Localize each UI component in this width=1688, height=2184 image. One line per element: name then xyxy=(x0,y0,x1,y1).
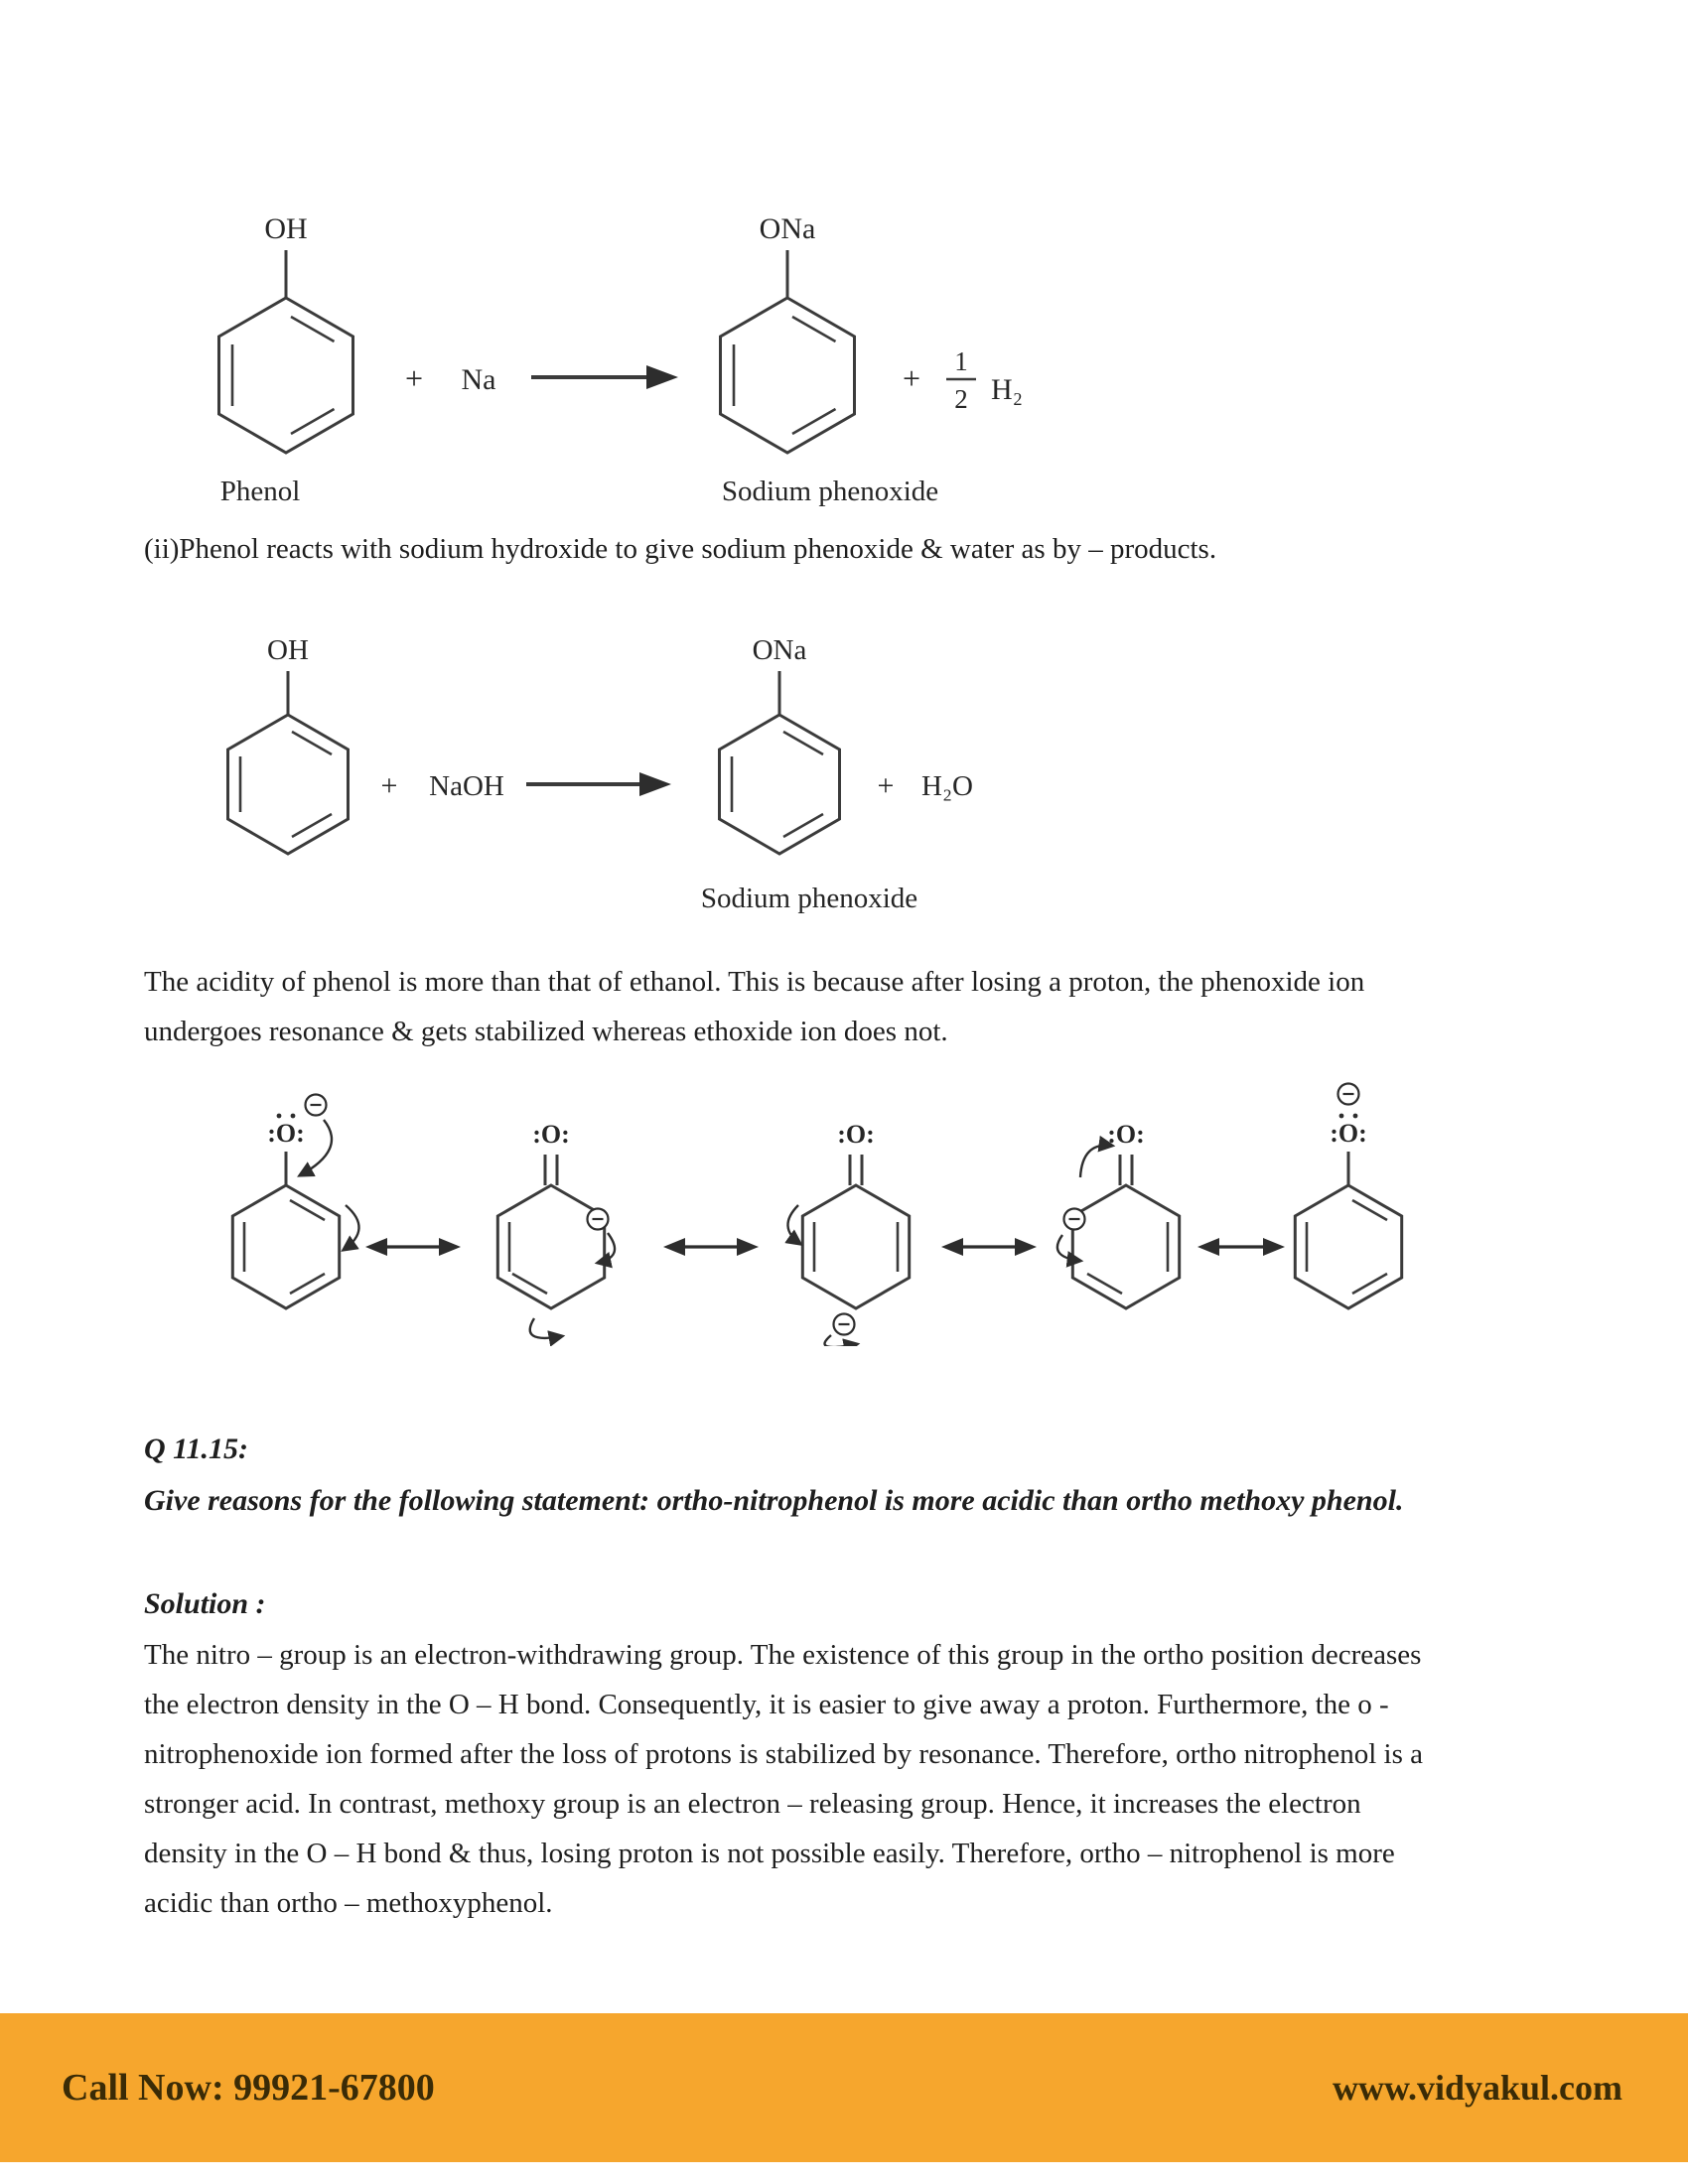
h2o-label: H₂O xyxy=(921,770,973,802)
half-coefficient xyxy=(946,346,976,414)
sodium-phenoxide-caption: Sodium phenoxide xyxy=(721,476,939,507)
resonance-structure-4 xyxy=(1057,1120,1180,1308)
curved-electron-arrow-icon xyxy=(598,1233,615,1263)
oxygen-label: :O: xyxy=(532,1120,570,1149)
negative-charge-icon xyxy=(306,1095,327,1116)
reaction-arrow xyxy=(531,365,678,389)
solution-label: Solution : xyxy=(144,1587,266,1620)
curved-electron-arrow-icon xyxy=(1080,1146,1112,1177)
oh-label: OH xyxy=(267,634,309,666)
sodium-phenoxide-structure xyxy=(721,212,855,453)
negative-charge-icon xyxy=(588,1209,609,1230)
curved-electron-arrow-icon xyxy=(344,1205,359,1250)
ona-label: ONa xyxy=(752,634,807,666)
negative-charge-icon xyxy=(1338,1084,1359,1105)
resonance-structure-3 xyxy=(787,1120,909,1346)
phenoxide-resonance-diagram xyxy=(139,1048,1648,1346)
plus-sign: + xyxy=(902,360,921,396)
plus-sign: + xyxy=(404,360,424,396)
ona-label: ONa xyxy=(759,212,816,245)
reaction-arrow xyxy=(526,772,671,796)
sodium-phenoxide-structure xyxy=(720,634,840,854)
phenol-caption: Phenol xyxy=(219,476,301,507)
resonance-arrow xyxy=(365,1238,461,1256)
h2-label: H₂ xyxy=(991,373,1024,406)
question-number: Q 11.15: xyxy=(144,1433,248,1465)
phenol-structure xyxy=(228,634,349,854)
fraction-denominator: 2 xyxy=(954,384,968,414)
statement-ii: (ii)Phenol reacts with sodium hydroxide to give sodium phenoxide & water as by – products. xyxy=(144,533,1217,565)
curved-electron-arrow-icon xyxy=(300,1120,332,1175)
footer-website: www.vidyakul.com xyxy=(1332,2068,1622,2108)
plus-sign: + xyxy=(877,769,895,802)
footer-phone: Call Now: 99921-67800 xyxy=(62,2067,435,2109)
oh-label: OH xyxy=(264,212,308,245)
reaction-2-diagram xyxy=(129,596,1122,923)
resonance-structure-5 xyxy=(1295,1084,1401,1309)
curved-electron-arrow-icon xyxy=(530,1318,562,1338)
oxygen-label: :O: xyxy=(1107,1120,1145,1149)
phenol-structure xyxy=(219,212,353,453)
negative-charge-icon xyxy=(834,1314,855,1335)
curved-electron-arrow-icon xyxy=(1057,1235,1080,1261)
question-text: Give reasons for the following statement: ortho-nitrophenol is more acidic than ortho methoxy phenol. xyxy=(144,1484,1404,1517)
resonance-arrow xyxy=(941,1238,1037,1256)
sodium-phenoxide-caption: Sodium phenoxide xyxy=(700,883,918,914)
curved-electron-arrow-icon xyxy=(787,1205,800,1244)
oxygen-label: :O: xyxy=(837,1120,875,1149)
negative-charge-icon xyxy=(1064,1209,1085,1230)
footer-bar xyxy=(0,2013,1688,2162)
oxygen-label: :O: xyxy=(267,1119,305,1148)
fraction-numerator: 1 xyxy=(954,346,968,376)
plus-sign: + xyxy=(380,769,398,802)
resonance-structure-2 xyxy=(497,1120,615,1338)
oxygen-label: :O: xyxy=(1330,1119,1367,1148)
reagent-naoh-label: NaOH xyxy=(429,770,504,802)
reaction-1-diagram xyxy=(129,129,1122,516)
reagent-na-label: Na xyxy=(461,363,496,396)
curved-electron-arrow-icon xyxy=(825,1335,857,1346)
solution-paragraph: The nitro – group is an electron-withdrawing group. The existence of this group in the ortho position decreases the electron density in the O – H bond. Consequently, it is easier to give away a proton. Furthermore, the o -nitrophenoxide ion formed after the loss of protons is stabilized by resonance. Therefore, ortho nitrophenol is a stronger acid. In contrast, methoxy group is an electron – releasing group. Hence, it increases the electron density in the O – H bond & thus, losing proton is not possible easily. Therefore, ortho – nitrophenol is more acidic than ortho – methoxyphenol. xyxy=(144,1639,1424,1919)
resonance-arrow xyxy=(1197,1238,1285,1256)
acidity-paragraph: The acidity of phenol is more than that of ethanol. This is because after losing a proton, the phenoxide ion undergoes resonance & gets stabilized whereas ethoxide ion does not. xyxy=(144,966,1365,1047)
resonance-structure-1 xyxy=(232,1095,358,1309)
resonance-arrow xyxy=(663,1238,759,1256)
